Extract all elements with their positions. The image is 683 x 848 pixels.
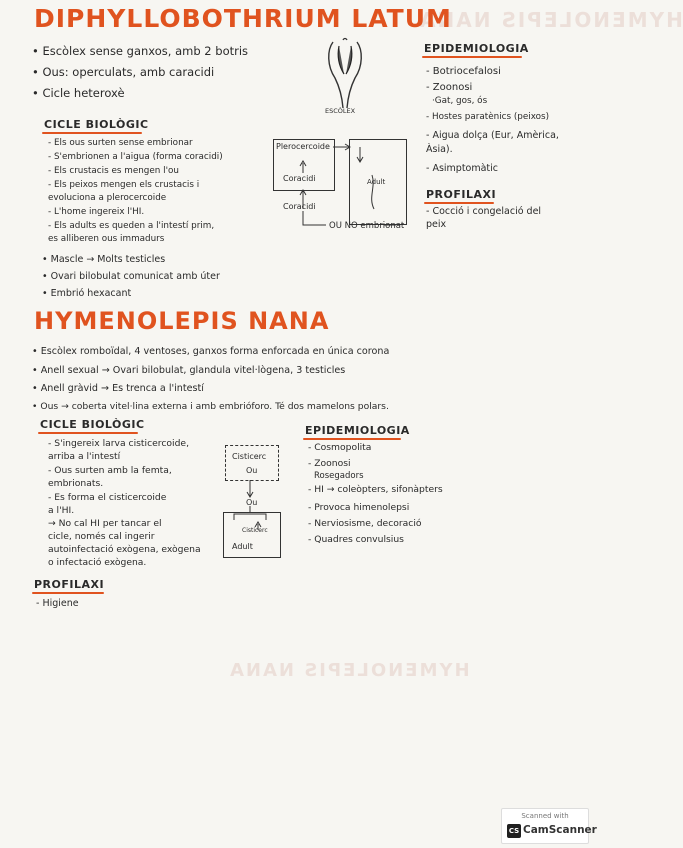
ghost-text: HYMENOLEPIS NANA xyxy=(418,8,683,32)
hn-cycle-item: cicle, només cal ingerir xyxy=(48,531,155,542)
scolex-label: ESCÒLEX xyxy=(325,107,356,115)
hn-epi-item: - Zoonosi xyxy=(308,458,351,469)
dl-prof-item: - Cocció i congelació del xyxy=(426,206,542,217)
diagram-label-ou-no-embrionat: OU NO embrionat xyxy=(329,221,405,231)
dl-cycle-item: - Els peixos mengen els crustacis i xyxy=(48,180,200,190)
hn-cycle-heading: CICLE BIOLÒGIC xyxy=(40,418,145,431)
title-hymenolepis: HYMENOLEPIS NANA xyxy=(34,307,330,335)
dl-epi-heading: EPIDEMIOLOGIA xyxy=(424,42,529,55)
hn-cycle-item: a l'HI. xyxy=(48,505,75,516)
hn-intro-item: • Escòlex romboïdal, 4 ventoses, ganxos forma enforcada en única corona xyxy=(32,346,390,357)
dl-epi-item: - Asimptomàtic xyxy=(426,163,499,174)
hn-prof-item: - Higiene xyxy=(36,598,79,609)
diagram-label-cisticercoide-small: Cisticerc xyxy=(242,527,268,534)
diagram-label-coracidi-free: Coracidi xyxy=(283,202,316,211)
dl-cycle-underline xyxy=(42,132,142,134)
dl-cycle-item: - Els ous surten sense embrionar xyxy=(48,138,193,148)
diagram-arrows-hn xyxy=(220,440,290,560)
dl-prof-underline xyxy=(424,202,494,204)
camscanner-badge xyxy=(501,808,597,844)
dl-bottom-item: • Mascle → Molts testicles xyxy=(42,254,166,265)
dl-epi-item: - Botriocefalosi xyxy=(426,66,501,77)
diagram-label-ou-small: Ou xyxy=(246,498,258,507)
hn-cycle-item: - Es forma el cisticercoide xyxy=(48,492,167,503)
hn-intro-item: • Ous → coberta vitel·lina externa i amb embrióforo. Té dos mamelons polars. xyxy=(32,401,389,412)
diagram-label-ou: Ou xyxy=(246,466,258,475)
hn-epi-item: Rosegadors xyxy=(314,471,364,481)
dl-cycle-item: evoluciona a plerocercoide xyxy=(48,193,167,203)
hn-cycle-item: embrionats. xyxy=(48,478,104,489)
hn-epi-heading: EPIDEMIOLOGIA xyxy=(305,424,410,437)
camscanner-name: CamScanner xyxy=(523,824,597,836)
hn-prof-underline xyxy=(32,592,104,594)
dl-prof-item: peix xyxy=(426,219,447,230)
hn-epi-item: - Provoca himenolepsi xyxy=(308,502,410,513)
ghost-text: HYMENOLEPIS NANA xyxy=(228,660,470,681)
dl-epi-item: - Hostes paratènics (peixos) xyxy=(426,112,550,122)
hn-cycle-item: → No cal HI per tancar el xyxy=(48,518,162,529)
dl-intro-item: • Ous: operculats, amb caracidi xyxy=(32,65,215,79)
dl-intro-item: • Escòlex sense ganxos, amb 2 botris xyxy=(32,44,249,58)
bleed-through-ghost xyxy=(228,660,470,681)
diagram-label-plerocercoide: Plerocercoide xyxy=(276,142,330,151)
hn-cycle-item: o infectació exògena. xyxy=(48,557,147,568)
hn-epi-item: - Nerviosisme, decoració xyxy=(308,518,422,529)
dl-cycle-item: es alliberen ous immadurs xyxy=(48,234,165,244)
scanned-with-text: Scanned with xyxy=(521,812,569,820)
dl-epi-item: - Zoonosi xyxy=(426,82,473,93)
hn-cycle-item: - Ous surten amb la femta, xyxy=(48,465,172,476)
dl-cycle-item: - Els crustacis es mengen l'ou xyxy=(48,166,179,176)
hn-cycle-item: arriba a l'intestí xyxy=(48,451,121,462)
hn-intro-item: • Anell sexual → Ovari bilobulat, glandula vitel·lògena, 3 testicles xyxy=(32,365,346,376)
dl-epi-item: - Aigua dolça (Eur, Amèrica, xyxy=(426,130,559,141)
diagram-label-adult: Adult xyxy=(232,542,253,551)
dl-bottom-item: • Ovari bilobulat comunicat amb úter xyxy=(42,271,220,282)
dl-cycle-heading: CICLE BIOLÒGIC xyxy=(44,118,149,131)
dl-epi-underline xyxy=(422,56,522,58)
dl-prof-heading: PROFILAXI xyxy=(426,188,497,201)
diagram-label-cisticercoide: Cisticerc xyxy=(232,452,267,461)
dl-epi-item: Àsia). xyxy=(426,144,453,155)
dl-cycle-item: - Els adults es queden a l'intestí prim, xyxy=(48,221,215,231)
hn-epi-item: - Cosmopolita xyxy=(308,442,372,453)
dl-epi-item: ·Gat, gos, ós xyxy=(432,96,488,106)
diagram-label-adult: Adult xyxy=(367,178,386,186)
camscanner-logo-icon: CS xyxy=(507,824,521,838)
bleed-through-ghost xyxy=(418,8,683,32)
hn-cycle-underline xyxy=(38,432,138,434)
hn-epi-item: - HI → coleòpters, sifonàpters xyxy=(308,484,443,495)
dl-cycle-item: - L'home ingereix l'HI. xyxy=(48,207,145,217)
dl-bottom-item: • Embrió hexacant xyxy=(42,288,132,299)
hn-epi-underline xyxy=(303,438,401,440)
hn-epi-item: - Quadres convulsius xyxy=(308,534,404,545)
dl-intro-item: • Cicle heteroxè xyxy=(32,86,125,100)
hn-cycle-item: autoinfectació exògena, exògena xyxy=(48,544,201,555)
dl-cycle-item: - S'embrionen a l'aigua (forma coracidi) xyxy=(48,152,223,162)
diagram-arrows xyxy=(270,135,420,235)
hn-cycle-item: - S'ingereix larva cisticercoide, xyxy=(48,438,189,449)
title-diphyllobothrium: DIPHYLLOBOTHRIUM LATUM xyxy=(34,4,452,33)
hn-intro-item: • Anell gràvid → Es trenca a l'intestí xyxy=(32,383,204,394)
diagram-label-coracidi: Coracidi xyxy=(283,174,316,183)
scolex-drawing xyxy=(315,36,375,116)
hn-prof-heading: PROFILAXI xyxy=(34,578,105,591)
